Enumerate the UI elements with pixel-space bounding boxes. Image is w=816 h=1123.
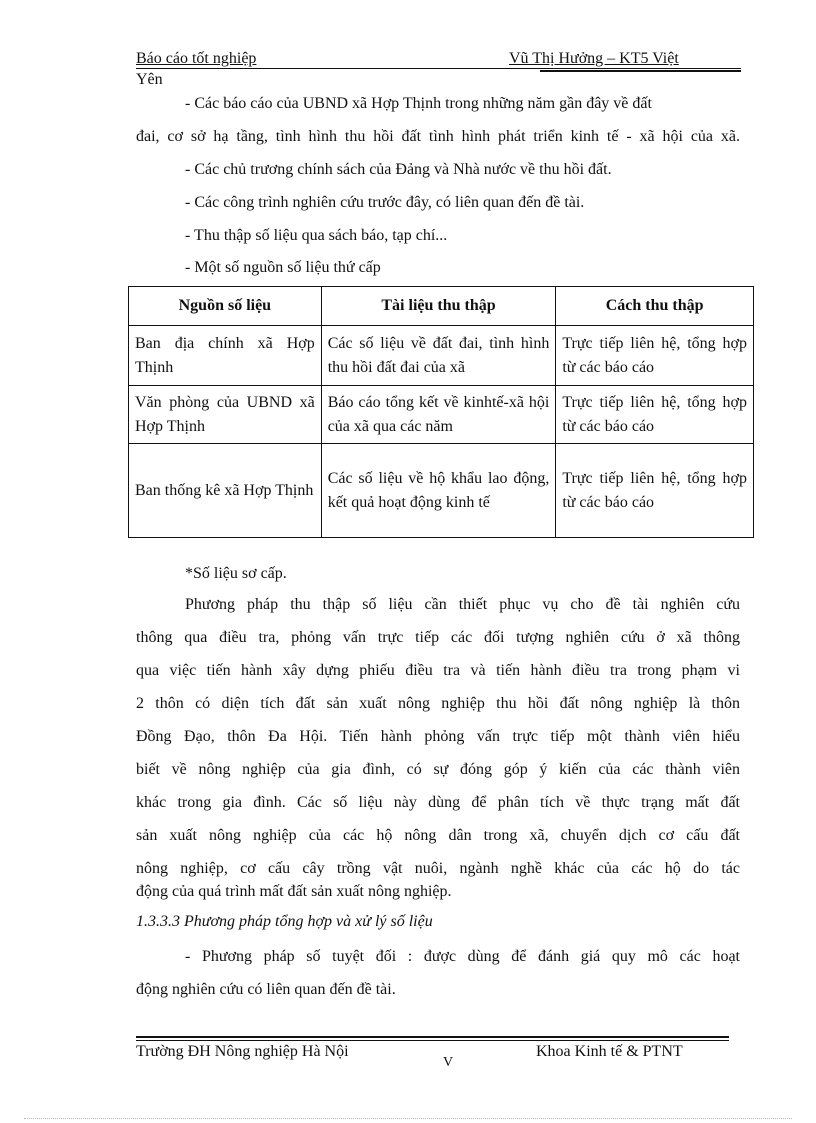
bullet-ubnd-reports: - Các báo cáo của UBND xã Hợp Thịnh trong những năm gần đây về đất: [185, 95, 652, 112]
table-row: [129, 444, 754, 538]
footer-university: Trường ĐH Nông nghiệp Hà Nội: [136, 1043, 349, 1060]
paragraph-line: động của quá trình mất đất sản xuất nông nghiệp.: [136, 883, 452, 900]
table-header-row: [129, 287, 754, 326]
header-rule-thick: [540, 70, 741, 72]
table-cell: Các số liệu về hộ khẩu lao động, kết quả hoạt động kinh tế: [321, 444, 556, 538]
paragraph-line: Phương pháp thu thập số liệu cần thiết phục vụ cho đề tài nghiên cứu: [185, 596, 740, 613]
section-heading: 1.3.3.3 Phương pháp tổng hợp và xử lý số liệu: [136, 913, 433, 930]
paragraph-line: khác trong gia đình. Các số liệu này dùng để phân tích về thực trạng mất đất: [136, 794, 740, 811]
table-cell: Văn phòng của UBND xã Hợp Thịnh: [129, 386, 322, 444]
table-cell: Các số liệu về đất đai, tình hình thu hồi đất đai của xã: [321, 326, 556, 386]
table-row: [129, 386, 754, 444]
footer-faculty: Khoa Kinh tế & PTNT: [536, 1043, 683, 1060]
paragraph-line: biết về nông nghiệp của gia đình, có sự đóng góp ý kiến của các thành viên: [136, 761, 740, 778]
footer-rule-thick: [136, 1036, 729, 1038]
footer-rule-thin: [136, 1040, 729, 1041]
header-rule: [136, 68, 741, 69]
table-header-cell: Tài liệu thu thập: [321, 287, 556, 326]
bullet-prior-research: - Các công trình nghiên cứu trước đây, có liên quan đến đề tài.: [185, 194, 585, 211]
paragraph-line: sản xuất nông nghiệp của các hộ nông dân trong xã, chuyển dịch cơ cấu đất: [136, 827, 740, 844]
table-cell: Trực tiếp liên hệ, tổng hợp từ các báo cáo: [556, 444, 754, 538]
table-cell: Trực tiếp liên hệ, tổng hợp từ các báo cáo: [556, 386, 754, 444]
primary-data-note: *Số liệu sơ cấp.: [185, 565, 287, 582]
paragraph-line: Đồng Đạo, thôn Đa Hội. Tiến hành phỏng vấn trực tiếp một thành viên hiểu: [136, 728, 740, 745]
bullet-ubnd-reports-cont: đai, cơ sở hạ tầng, tình hình thu hồi đất tình hình phát triển kinh tế - xã hội của xã.: [136, 128, 740, 145]
header-author: Vũ Thị Hưởng – KT5 Việt: [509, 50, 679, 67]
table-cell: Ban địa chính xã Hợp Thịnh: [129, 326, 322, 386]
header-left-title: Báo cáo tốt nghiệp: [136, 50, 257, 67]
table-header-cell: Nguồn số liệu: [129, 287, 322, 326]
bullet-press: - Thu thập số liệu qua sách báo, tạp chí...: [185, 227, 448, 244]
absolute-method-line-cont: động nghiên cứu có liên quan đến đề tài.: [136, 981, 396, 998]
bullet-secondary-sources: - Một số nguồn số liệu thứ cấp: [185, 259, 381, 276]
table-cell: Báo cáo tổng kết về kinhtế-xã hội của xã qua các năm: [321, 386, 556, 444]
data-source-table: [128, 286, 754, 538]
table-row: [129, 326, 754, 386]
paragraph-line: 2 thôn có diện tích đất sản xuất nông nghiệp thu hồi đất nông nghiệp là thôn: [136, 695, 740, 712]
page-number: V: [443, 1055, 454, 1070]
table-header-cell: Cách thu thập: [556, 287, 754, 326]
table-cell: Trực tiếp liên hệ, tổng hợp từ các báo cáo: [556, 326, 754, 386]
page-bottom-divider: [24, 1118, 792, 1119]
table-cell: Ban thống kê xã Hợp Thịnh: [129, 444, 322, 538]
header-continuation: Yên: [136, 71, 163, 88]
bullet-policies: - Các chủ trương chính sách của Đảng và Nhà nước về thu hồi đất.: [185, 161, 612, 178]
paragraph-line: qua việc tiến hành xây dựng phiếu điều tra và tiến hành điều tra trong phạm vi: [136, 662, 740, 679]
absolute-method-line: - Phương pháp số tuyệt đối : được dùng để đánh giá quy mô các hoạt: [185, 948, 740, 965]
paragraph-line: thông qua điều tra, phỏng vấn trực tiếp các đối tượng nghiên cứu ở xã thông: [136, 629, 740, 646]
paragraph-line: nông nghiệp, cơ cấu cây trồng vật nuôi, ngành nghề khác của các hộ do tác: [136, 860, 740, 877]
